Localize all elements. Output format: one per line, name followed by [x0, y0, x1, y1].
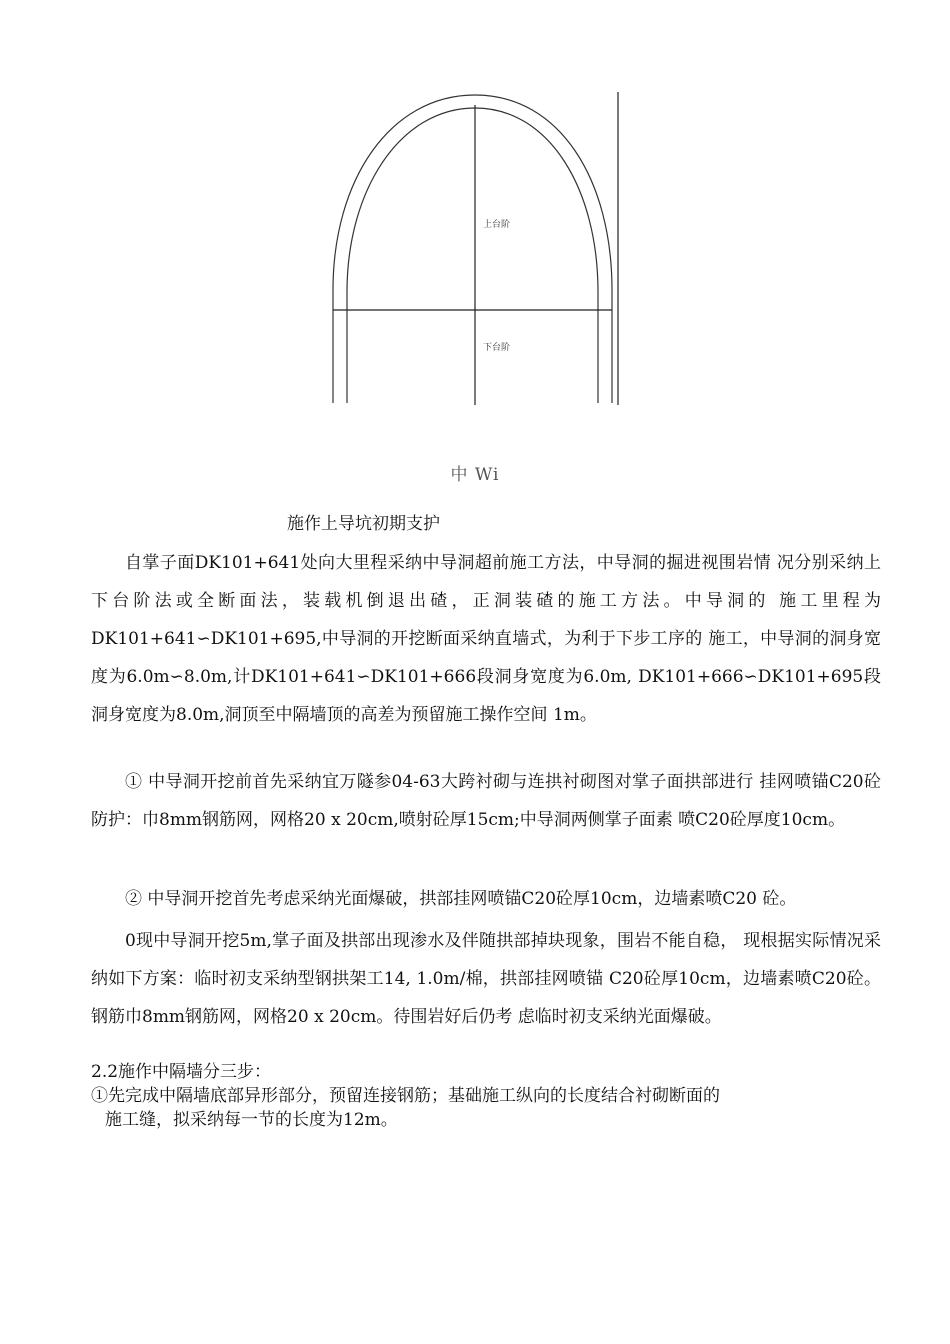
paragraph-1: 自掌子面DK101+641处向大里程采纳中导洞超前施工方法，中导洞的掘进视围岩情 况分别采纳上下台阶法或全断面法，装载机倒退出碴，正洞装碴的施工方法。中导洞的 施工里程为DK101+641∽DK101+695,中导洞的开挖断面采纳直墙式，为利于下步工序的 施工，中导洞的洞身宽度为6.0m∽8.0m,计DK101+641∽DK101+666段洞身宽度为6.0m, DK101+666∽DK101+695段洞身宽度为8.0m,洞顶至中隔墙顶的高差为预留施工操作空间 1m。: [91, 553, 881, 725]
step-1-line-1: ①先完成中隔墙底部异形部分，预留连接钢筋；基础施工纵向的长度结合衬砌断面的: [91, 1086, 720, 1106]
lower-bench-label: 下台阶: [483, 343, 511, 353]
figure-caption: 中 Wi: [450, 465, 500, 485]
outer-lining-arch: [333, 95, 612, 403]
paragraph-3: ② 中导洞开挖首先考虑采纳光面爆破，拱部挂网喷锚C20砼厚10cm，边墙素喷C20 砼。: [125, 889, 797, 909]
step-1-line-2: 施工缝，拟采纳每一节的长度为12m。: [105, 1110, 398, 1130]
tunnel-cross-section-diagram: [300, 80, 640, 410]
inner-lining-arch: [347, 108, 598, 403]
paragraph-2: ① 中导洞开挖前首先采纳宜万隧参04-63大跨衬砌与连拱衬砌图对掌子面拱部进行 挂网喷锚C20砼防护：巾8mm钢筋网，网格20 x 20cm,喷射砼厚15cm;中导洞两侧掌子面素 喷C20砼厚度10cm。: [91, 772, 881, 830]
section-title: 施作上导坑初期支护: [287, 514, 440, 534]
upper-bench-label: 上台阶: [483, 220, 511, 230]
tunnel-profile-svg: [300, 80, 640, 410]
paragraph-4: 0现中导洞开挖5m,掌子面及拱部出现渗水及伴随拱部掉块现象，围岩不能自稳， 现根据实际情况采纳如下方案：临时初支采纳型钢拱架工14, 1.0m/棉，拱部挂网喷锚 C20砼厚10cm，边墙素喷C20砼。钢筋巾8mm钢筋网，网格20 x 20cm。待围岩好后仍考 虑临时初支采纳光面爆破。: [91, 931, 881, 1027]
subsection-heading: 2.2施作中隔墙分三步：: [91, 1062, 272, 1082]
